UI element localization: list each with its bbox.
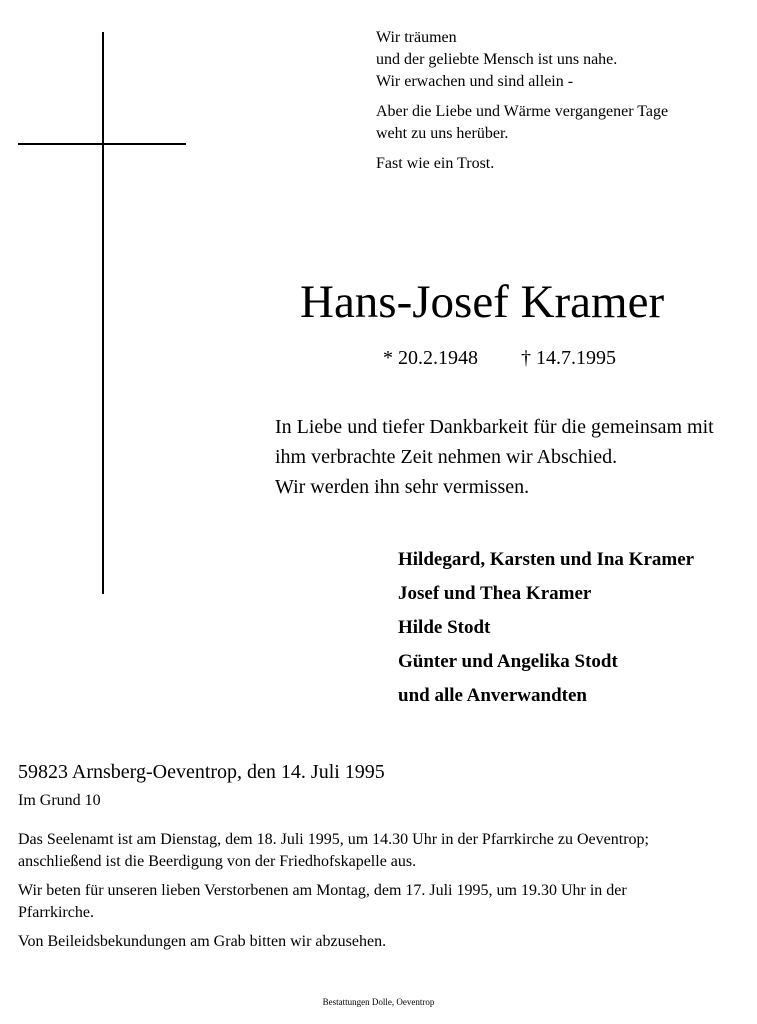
mourner-entry: und alle Anverwandten xyxy=(398,685,587,706)
address: Im Grund 10 xyxy=(18,792,101,809)
place-and-date: 59823 Arnsberg-Oeventrop, den 14. Juli 1995 xyxy=(18,761,385,783)
birth-date: * 20.2.1948 xyxy=(383,347,478,369)
dedication-text xyxy=(275,412,755,502)
note-paragraph xyxy=(18,829,743,873)
cross-horizontal-bar xyxy=(18,143,186,145)
mourner-entry: Josef und Thea Kramer xyxy=(398,583,592,604)
note-line: Von Beileidsbekundungen am Grab bitten wir abzusehen. xyxy=(18,933,387,950)
note-line: Pfarrkirche. xyxy=(18,904,94,921)
note-line: Wir beten für unseren lieben Verstorbenen am Montag, dem 17. Juli 1995, um 19.30 Uhr in der xyxy=(18,882,627,899)
service-notes xyxy=(18,829,743,960)
poem-line: Fast wie ein Trost. xyxy=(376,155,495,172)
poem-stanza-1 xyxy=(376,27,746,93)
poem-line: Wir erwachen und sind allein - xyxy=(376,73,574,90)
poem-line: und der geliebte Mensch ist uns nahe. xyxy=(376,51,618,68)
mourner-entry: Hilde Stodt xyxy=(398,617,491,638)
poem-line: weht zu uns herüber. xyxy=(376,125,509,142)
mourner-entry: Günter und Angelika Stodt xyxy=(398,651,618,672)
mourner-entry: Hildegard, Karsten und Ina Kramer xyxy=(398,549,695,570)
poem-line: Wir träumen xyxy=(376,29,457,46)
funeral-home-credit: Bestattungen Dolle, Oeventrop xyxy=(322,997,435,1007)
mourners-list xyxy=(398,543,694,713)
dedication-line: In Liebe und tiefer Dankbarkeit für die gemeinsam mit xyxy=(275,416,714,438)
note-paragraph xyxy=(18,880,743,924)
deceased-name: Hans-Josef Kramer xyxy=(300,276,665,328)
note-line: Das Seelenamt ist am Dienstag, dem 18. Juli 1995, um 14.30 Uhr in der Pfarrkirche zu Oeventrop; xyxy=(18,831,649,848)
cross-vertical-bar xyxy=(102,32,104,594)
note-line: anschließend ist die Beerdigung von der Friedhofskapelle aus. xyxy=(18,853,417,870)
note-paragraph xyxy=(18,931,743,953)
dedication-line: ihm verbrachte Zeit nehmen wir Abschied. xyxy=(275,446,618,468)
poem xyxy=(376,27,746,183)
dedication-line: Wir werden ihn sehr vermissen. xyxy=(275,476,530,498)
poem-stanza-2 xyxy=(376,101,746,145)
death-date: † 14.7.1995 xyxy=(521,347,616,369)
life-dates xyxy=(383,345,616,371)
poem-line: Aber die Liebe und Wärme vergangener Tage xyxy=(376,103,669,120)
poem-stanza-3 xyxy=(376,153,746,175)
